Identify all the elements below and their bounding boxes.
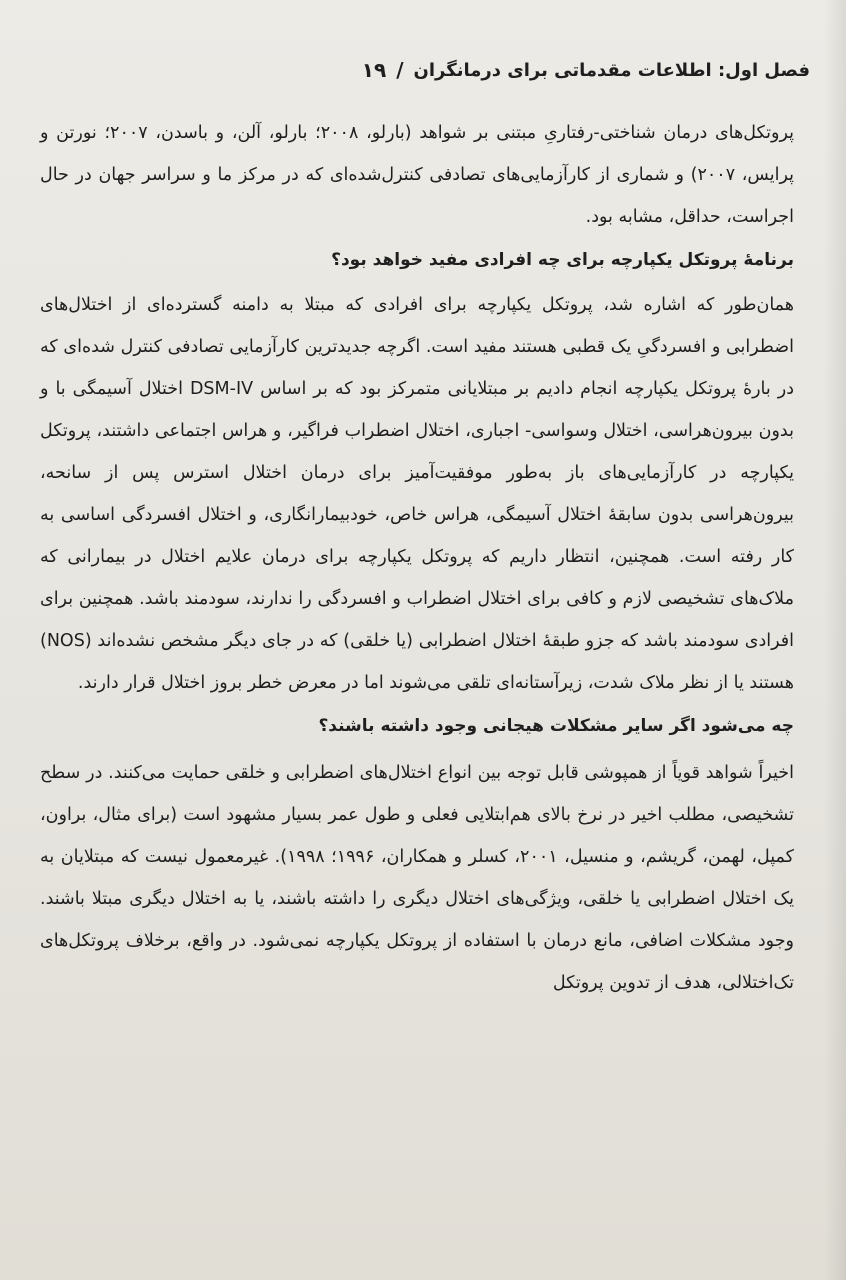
- header-separator: /: [396, 58, 404, 82]
- body-text: [40, 112, 794, 1004]
- paragraph-who-benefits: همان‌طور که اشاره شد، پروتکل یکپارچه برای افرادی که مبتلا به دامنه گسترده‌ای از اختلال‌های اضطرابی و افسردگیِ یک قطبی هستند مفید است. اگرچه جدیدترین کارآزمایی تصادفی کنترل شده‌ای که در بارهٔ پروتکل یکپارچه انجام دادیم بر مبتلایانی متمرکز بود که بر اساس DSM-IV اختلال آسیمگی با و بدون بیرون‌هراسی، اختلال وسواسی- اجباری، اختلال اضطراب فراگیر، و هراس اجتماعی داشتند، پروتکل یکپارچه در کارآزمایی‌های باز به‌طور موفقیت‌آمیز برای درمان اختلال استرس پس از سانحه، بیرون‌هراسی بدون سابقهٔ اختلال آسیمگی، هراس خاص، خودبیمارانگاری، و اختلال افسردگی اساسی به کار رفته است. همچنین، انتظار داریم که پروتکل یکپارچه برای درمان علایم اختلال در بیمارانی که ملاک‌های تشخیصی لازم و کافی برای اختلال اضطراب و افسردگی را ندارند، سودمند باشد. همچنین برای افرادی سودمند باشد که جزو طبقهٔ اختلال اضطرابی (یا خلقی) که در جای دیگر مشخص نشده‌اند (NOS) هستند یا از نظر ملاک شدت، زیرآستانه‌ای تلقی می‌شوند اما در معرض خطر بروز اختلال قرار دارند.: [40, 295, 795, 693]
- chapter-title: فصل اول: اطلاعات مقدماتی برای درمانگران: [413, 59, 810, 81]
- paragraph-intro: پروتکل‌های درمان شناختی-رفتاریِ مبتنی بر شواهد (بارلو، ۲۰۰۸؛ بارلو، آلن، و باسدن، ۲۰۰۷؛ نورتن و پرایس، ۲۰۰۷) و شماری از کارآزمایی‌های تصادفی کنترل‌شده‌ای که در مرکز ما و سراسر جهان در حال اجراست، حداقل، مشابه بود.: [40, 123, 794, 227]
- page-number: ۱۹: [361, 58, 387, 82]
- section-heading-other-problems: چه می‌شود اگر سایر مشکلات هیجانی وجود داشته باشند؟: [318, 716, 794, 736]
- page-gutter-shadow: [824, 0, 846, 1280]
- running-header: [40, 52, 810, 88]
- section-heading-who-benefits: برنامهٔ پروتکل یکپارچه برای چه افرادی مفید خواهد بود؟: [331, 250, 794, 270]
- paragraph-other-problems: اخیراً شواهد قویاً از همپوشی قابل توجه بین انواع اختلال‌های اضطرابی و خلقی حمایت می‌کنند. در سطح تشخیصی، مطلب اخیر در نرخ بالای هم‌ابتلایی فعلی و طول عمر بسیار مشهود است (برای مثال، براون، کمپل، لهمن، گریشم، و منسیل، ۲۰۰۱، کسلر و همکاران، ۱۹۹۶؛ ۱۹۹۸). غیرمعمول نیست که مبتلایان به یک اختلال اضطرابی یا خلقی، ویژگی‌های اختلال دیگری را داشته باشند، یا به اختلال دیگری مبتلا باشند. وجود مشکلات اضافی، مانع درمان با استفاده از پروتکل یکپارچه نمی‌شود. در واقع، برخلاف پروتکل‌های تک‌اختلالی، هدف از تدوین پروتکل: [40, 763, 794, 993]
